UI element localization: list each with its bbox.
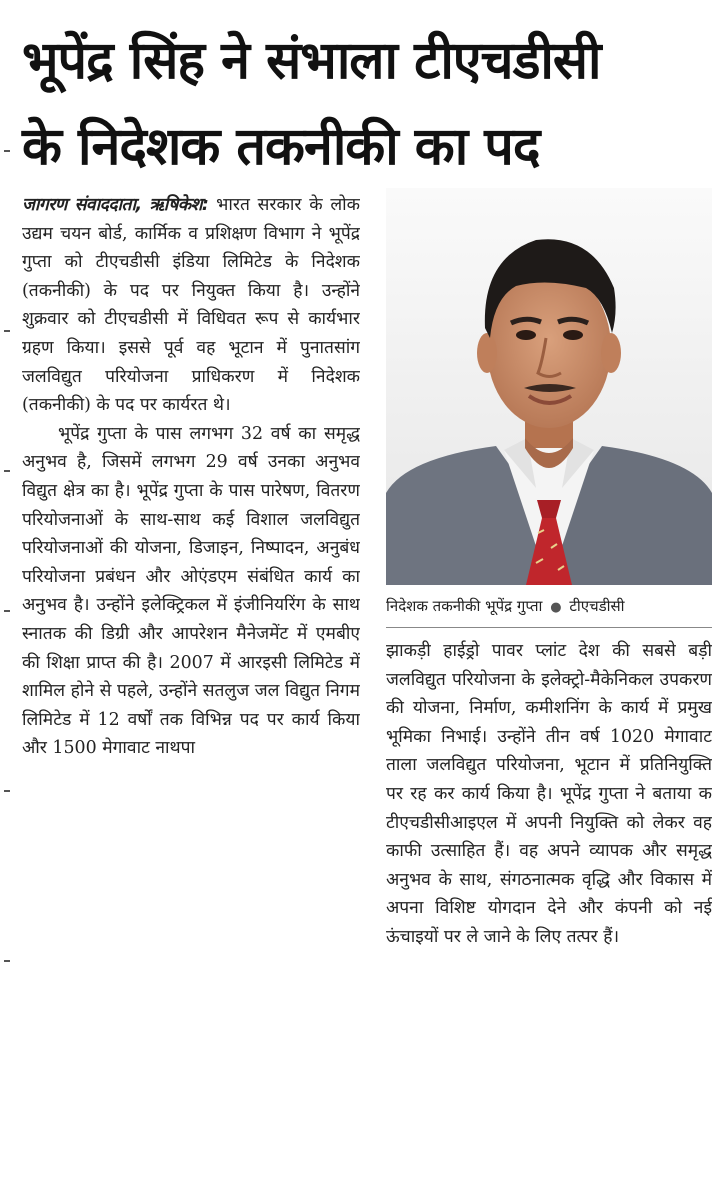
byline: जागरण संवाददाता, ऋषिकेश: (22, 195, 209, 215)
article-column-1 (22, 191, 360, 1191)
page-edge-marks (0, 0, 14, 1197)
caption-separator: ● (550, 600, 562, 615)
photo-caption (386, 587, 712, 628)
paragraph-1 (22, 191, 360, 420)
paragraph-1-text: भारत सरकार के लोक उद्यम चयन बोर्ड, कार्मिक व प्रशिक्षण विभाग ने भूपेंद्र गुप्ता को टीएचडीसी इंडिया लिमिटेड के निदेशक (तकनीकी) के पद पर नियुक्त किया है। उन्होंने शुक्रवार को टीएचडीसी में विधिवत रूप से कार्यभार ग्रहण किया। इससे पूर्व वह भूटान में पुनातसांग जलविद्युत परियोजना प्राधिकरण में निदेशक (तकनीकी) के पद पर कार्यरत थे। (22, 195, 360, 416)
article-column-2 (386, 637, 712, 1197)
caption-text: निदेशक तकनीकी भूपेंद्र गुप्ता (386, 597, 543, 615)
paragraph-3: झाकड़ी हाईड्रो पावर प्लांट देश की सबसे बड़ी जलविद्युत परियोजना के इलेक्ट्रो-मैकेनिकल उपकरण की योजना, निर्माण, कमीशनिंग के कार्य में प्रमुख भूमिका निभाई। उन्होंने तीन वर्ष 1020 मेगावाट ताला जलविद्युत परियोजना, भूटान में प्रतिनियुक्ति पर रह कर कार्य किया है। भूपेंद्र गुप्ता ने बताया क टीएचडीसीआइएल में अपनी नियुक्ति को लेकर वह काफी उत्साहित हैं। वह अपने व्यापक और समृद्ध अनुभव के साथ, संगठनात्मक वृद्धि और विकास में अपना विशिष्ट योगदान देने और कंपनी को नई ऊंचाइयों पर ले जाने के लिए तत्पर हैं। (386, 641, 712, 947)
paragraph-2: भूपेंद्र गुप्ता के पास लगभग 32 वर्ष का समृद्ध अनुभव है, जिसमें लगभग 29 वर्ष उनका अनुभव विद्युत क्षेत्र का है। भूपेंद्र गुप्ता के पास पारेषण, वितरण परियोजनाओं के साथ-साथ कई विशाल जलविद्युत परियोजनाओं की योजना, डिजाइन, निष्पादन, अनुबंध परियोजना प्रबंधन और ओएंडएम संबंधित कार्य का अनुभव है। उन्होंने इलेक्ट्रिकल में इंजीनियरिंग के साथ स्नातक की डिग्री और आपरेशन मैनेजमेंट में एमबीए की शिक्षा प्राप्त की है। 2007 में आरइसी लिमिटेड में शामिल होने से पहले, उन्होंने सतलुज जल विद्युत निगम लिमिटेड में 12 वर्षों तक विभिन्न पद पर कार्य किया और 1500 मेगावाट नाथपा (22, 423, 360, 759)
headline-line-1: भूपेंद्र सिंह ने संभाला टीएचडीसी (22, 31, 601, 91)
portrait-photo (386, 188, 712, 585)
headline (22, 18, 712, 190)
caption-credit: टीएचडीसी (569, 597, 625, 615)
headline-line-2: के निदेशक तकनीकी का पद (22, 117, 540, 177)
